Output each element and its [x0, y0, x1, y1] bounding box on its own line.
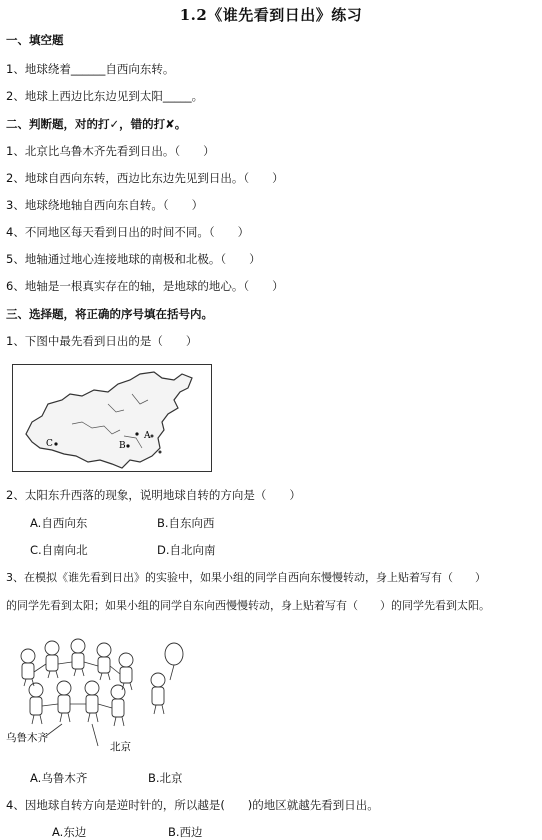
figure-label-urumqi: 乌鲁木齐	[6, 732, 48, 744]
page-title: 1.2《谁先看到日出》练习	[179, 6, 363, 24]
section-fill-heading: 一、填空题	[6, 33, 64, 47]
island-dot	[159, 451, 162, 454]
judge-question-1: 1、北京比乌鲁木齐先看到日出。（ ）	[6, 144, 215, 158]
judge-question-6: 6、地轴是一根真实存在的轴，是地球的地心。（ ）	[6, 279, 284, 293]
q3-option-b: B.北京	[148, 771, 183, 785]
map-label-b: B	[119, 441, 126, 451]
fill-question-1: 1、地球绕着______自西向东转。	[6, 62, 175, 76]
q2-option-b: B.自东向西	[157, 516, 215, 530]
china-map-figure	[12, 364, 212, 472]
children-circle-figure	[6, 628, 196, 754]
judge-question-3: 3、地球绕地轴自西向东自转。（ ）	[6, 198, 204, 212]
choice-question-4: 4、因地球自转方向是逆时针的，所以越是( )的地区就越先看到日出。	[6, 798, 379, 812]
choice-question-3-line2: 的同学先看到太阳；如果小组的同学自东向西慢慢转动，身上贴着写有（ ）的同学先看到太阳。	[6, 599, 490, 612]
judge-question-5: 5、地轴通过地心连接地球的南极和北极。（ ）	[6, 252, 261, 266]
q4-option-b: B.西边	[168, 825, 203, 839]
map-point-a	[135, 432, 138, 435]
judge-question-2: 2、地球自西向东转，西边比东边先见到日出。（ ）	[6, 171, 284, 185]
map-point-c	[54, 442, 57, 445]
choice-question-3-line1: 3、在模拟《谁先看到日出》的实验中，如果小组的同学自西向东慢慢转动，身上贴着写有（ ）	[6, 571, 486, 584]
coast-dot	[151, 435, 154, 438]
q3-option-a: A.乌鲁木齐	[30, 771, 88, 785]
section-choice-heading: 三、选择题，将正确的序号填在括号内。	[6, 307, 213, 321]
choice-question-1: 1、下图中最先看到日出的是（ ）	[6, 334, 198, 348]
q2-option-a: A.自西向东	[30, 516, 88, 530]
section-judge-heading: 二、判断题，对的打✓，错的打✘。	[6, 117, 187, 131]
map-point-b	[126, 444, 129, 447]
choice-question-2: 2、太阳东升西落的现象，说明地球自转的方向是（ ）	[6, 488, 301, 502]
figure-label-beijing: 北京	[110, 741, 131, 753]
map-label-a: A	[144, 431, 151, 441]
q2-option-c: C.自南向北	[30, 543, 88, 557]
q2-option-d: D.自北向南	[157, 543, 216, 557]
judge-question-4: 4、不同地区每天看到日出的时间不同。（ ）	[6, 225, 250, 239]
fill-question-2: 2、地球上西边比东边见到太阳_____。	[6, 89, 204, 103]
q4-option-a: A.东边	[52, 825, 87, 839]
map-label-c: C	[46, 439, 53, 449]
